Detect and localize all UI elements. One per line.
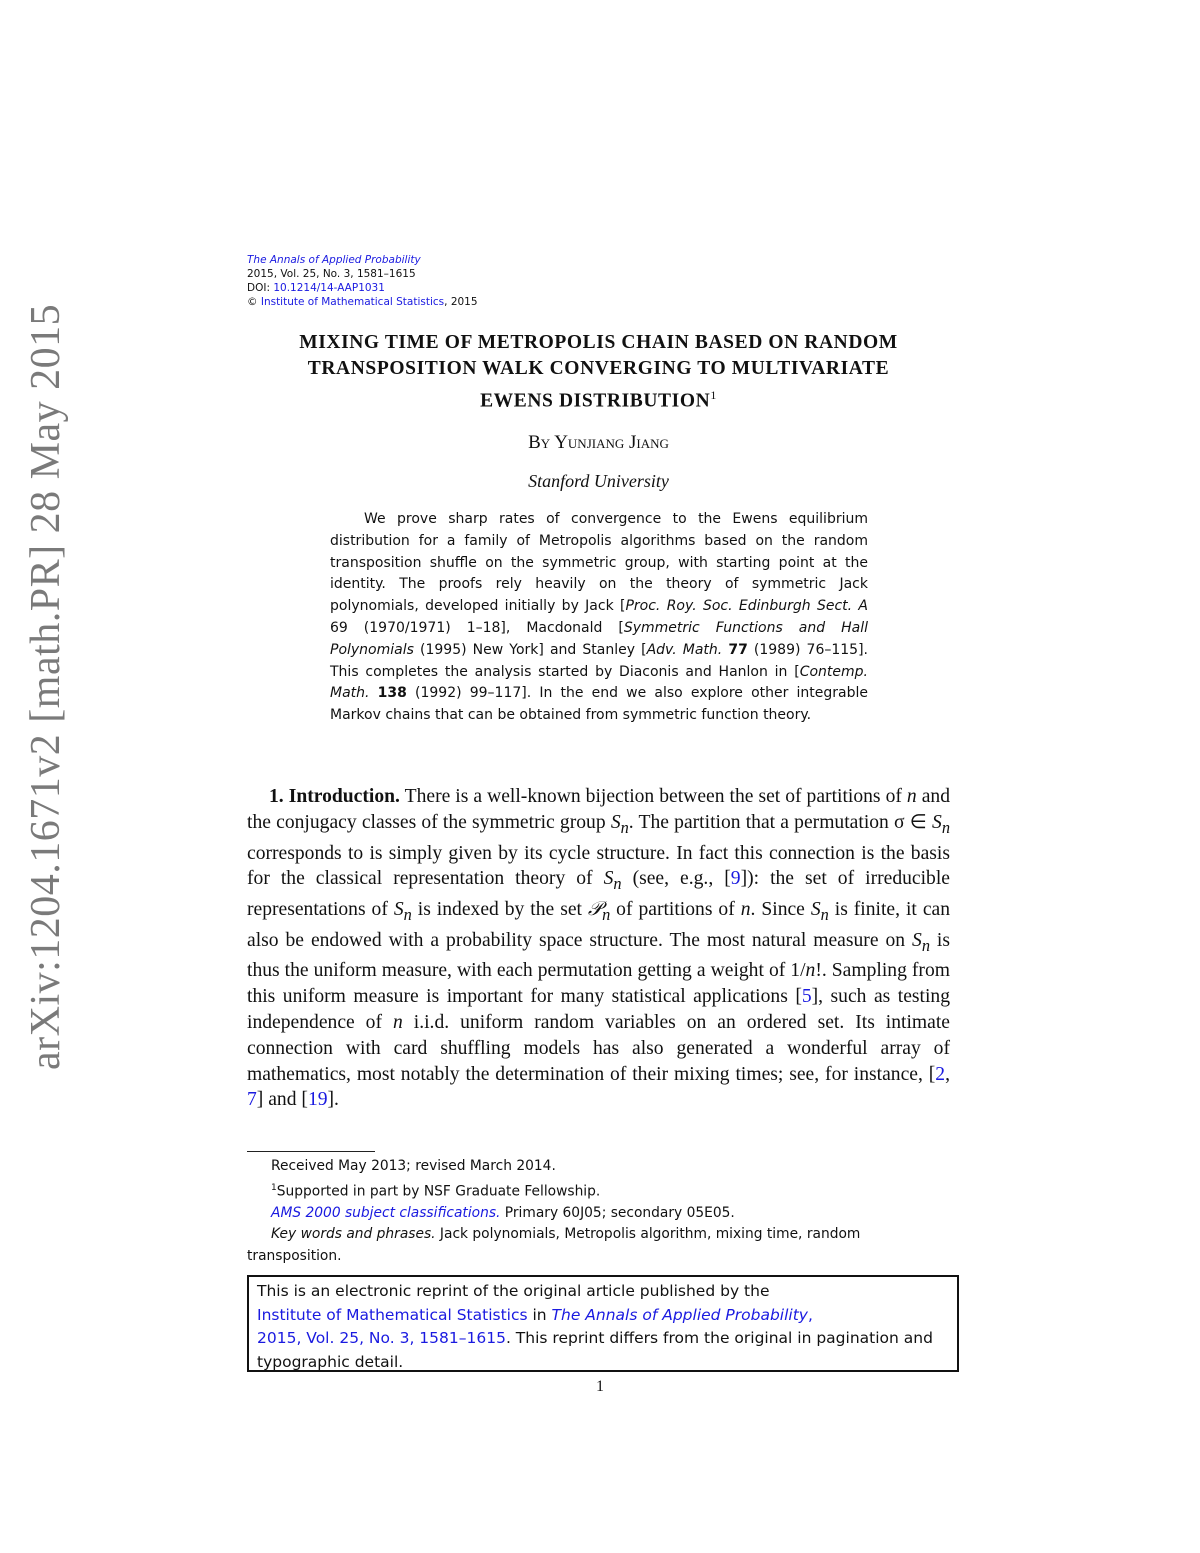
citation-link[interactable]: 2	[935, 1063, 946, 1085]
footnote-ams	[247, 1203, 950, 1225]
reprint-text: ,	[807, 1305, 813, 1324]
title-line-2: TRANSPOSITION WALK CONVERGING TO MULTIVARIATE	[307, 358, 890, 379]
footnote-mark: 1	[271, 1182, 277, 1193]
reprint-notice-box	[247, 1275, 959, 1372]
abstract-text: (1992) 99–117]. In the end we also explore other integrable Markov chains that can be obtained from symmetric function theory.	[330, 685, 868, 724]
intro-text: (see, e.g., [	[621, 868, 731, 890]
intro-text: There is a well-known bijection between the set of partitions of	[399, 786, 907, 807]
abstract-text: (1989) 76–115]. This completes the analysis started by Diaconis and Hanlon in [	[330, 641, 869, 680]
intro-paragraph	[247, 784, 950, 1113]
math-S: S	[603, 868, 614, 890]
abstract-ref-diaconis-vol: 138	[377, 685, 407, 702]
math-S: S	[393, 899, 404, 920]
intro-text: corresponds to is simply given by its cycle structure. In fact this connection is the basis for the classical representation theory of	[247, 842, 950, 890]
paper-title	[247, 330, 950, 415]
copyright-icon: ©	[247, 296, 258, 308]
journal-header	[247, 253, 478, 309]
reprint-volume-link[interactable]: 2015, Vol. 25, No. 3, 1581–1615	[257, 1329, 506, 1347]
abstract-ref-stanley: Adv. Math.	[646, 641, 723, 658]
math-S: S	[912, 929, 922, 951]
math-n: n	[906, 786, 917, 807]
title-footnote-mark: 1	[710, 388, 717, 402]
page-number: 1	[596, 1378, 604, 1395]
intro-text: ], such as testing independence of	[247, 986, 950, 1033]
title-line-1: MIXING TIME OF METROPOLIS CHAIN BASED ON RANDOM	[299, 332, 898, 353]
copyright-year: , 2015	[444, 296, 478, 308]
footnote-support-text: Supported in part by NSF Graduate Fellowship.	[276, 1183, 601, 1200]
journal-name[interactable]: The Annals of Applied Probability	[247, 254, 421, 266]
abstract-ref-diaconis: Contemp. Math.	[330, 663, 868, 702]
journal-volume: 2015, Vol. 25, No. 3, 1581–1615	[247, 268, 416, 280]
citation-link[interactable]: 9	[730, 868, 741, 890]
keywords-text: Jack polynomials, Metropolis algorithm, mixing time, random transposition.	[247, 1226, 861, 1264]
abstract-text	[369, 685, 377, 701]
doi-line	[247, 281, 478, 295]
intro-text: is thus the uniform measure, with each permutation getting a weight of 1/	[247, 929, 950, 982]
footnote-support	[247, 1178, 950, 1203]
citation-link[interactable]: 19	[307, 1089, 328, 1111]
author-affiliation: Stanford University	[528, 471, 669, 491]
math-n: n	[740, 899, 751, 920]
intro-text: i.i.d. uniform random variables on an ordered set. Its intimate connection with card shuffling models has also generated a wonderful array of mathematics, most notably the determination of their mixing times; see, for instance, [	[247, 1012, 950, 1085]
footnote-received: Received May 2013; revised March 2014.	[271, 1158, 556, 1174]
title-line-3-text: EWENS DISTRIBUTION	[480, 390, 711, 412]
author-name: By Yunjiang Jiang	[528, 432, 669, 453]
footnotes	[247, 1156, 950, 1267]
intro-text: . Since	[750, 899, 811, 920]
intro-text: . The partition that a permutation σ ∈	[628, 811, 933, 833]
abstract-ref-jack: Proc. Roy. Soc. Edinburgh Sect. A	[625, 598, 869, 615]
intro-text: ]): the set of irreducible representations of	[247, 868, 950, 920]
doi-link[interactable]: 10.1214/14-AAP1031	[273, 282, 385, 294]
intro-text: is indexed by the set	[411, 899, 588, 920]
reprint-text: This is an electronic reprint of the original article published by the	[257, 1282, 770, 1300]
intro-text: ,	[945, 1063, 950, 1085]
intro-text: !. Sampling from this uniform measure is important for many statistical applications [	[247, 960, 950, 1008]
math-sub-n: n	[921, 935, 930, 955]
math-n: n	[392, 1012, 403, 1033]
math-sub-n: n	[820, 904, 829, 924]
doi-label: DOI:	[247, 282, 274, 294]
abstract-text: 69 (1970/1971) 1–18], Macdonald [	[330, 619, 624, 636]
math-sub-n: n	[602, 904, 611, 924]
math-S: S	[610, 811, 621, 833]
abstract	[330, 509, 868, 727]
intro-text: ] and [	[256, 1089, 308, 1111]
abstract-ref-stanley-vol: 77	[728, 641, 748, 658]
citation-link[interactable]: 5	[801, 986, 812, 1008]
arxiv-sidebar-stamp: arXiv:1204.1671v2 [math.PR] 28 May 2015	[23, 303, 69, 1070]
publisher-link[interactable]: Institute of Mathematical Statistics	[260, 296, 445, 308]
abstract-paragraph	[330, 509, 868, 727]
intro-text: is finite, it can also be endowed with a probability space structure. The most natural measure on	[247, 899, 951, 951]
copyright-line	[247, 295, 478, 309]
abstract-text: (1995) New York] and Stanley [	[413, 641, 647, 658]
intro-text: ].	[327, 1089, 339, 1111]
math-n: n	[805, 960, 816, 982]
math-sub-n: n	[941, 817, 950, 837]
math-sub-n: n	[403, 904, 412, 924]
ams-codes: Primary 60J05; secondary 05E05.	[500, 1204, 735, 1221]
math-S: S	[810, 899, 821, 920]
abstract-text: We prove sharp rates of convergence to the Ewens equilibrium distribution for a family of Metropolis algorithms based on the random transposition shuffle on the symmetric group, with starting point at the identity. The proofs rely heavily on the theory of symmetric Jack polynomials, developed initially by Jack [	[330, 511, 868, 615]
math-sub-n: n	[613, 874, 622, 894]
reprint-text: . This reprint differs from the original in pagination and typographic detail.	[257, 1329, 933, 1371]
math-P: 𝒫	[587, 899, 603, 920]
footnote-keywords	[247, 1224, 950, 1267]
reprint-publisher-link[interactable]: Institute of Mathematical Statistics	[257, 1305, 528, 1324]
citation-link[interactable]: 7	[247, 1089, 257, 1111]
title-line-3	[247, 382, 950, 415]
reprint-journal-link[interactable]: The Annals of Applied Probability	[551, 1305, 808, 1324]
intro-text: and the conjugacy classes of the symmetric group	[247, 786, 950, 833]
keywords-label: Key words and phrases.	[271, 1226, 436, 1243]
math-S: S	[932, 811, 942, 833]
ams-classification-link[interactable]: AMS 2000 subject classifications.	[271, 1204, 501, 1221]
abstract-ref-macdonald: Symmetric Functions and Hall Polynomials	[330, 619, 868, 658]
reprint-text: in	[527, 1305, 552, 1324]
math-sub-n: n	[620, 817, 629, 837]
footnote-divider	[247, 1151, 375, 1152]
section-heading: 1. Introduction.	[269, 786, 400, 807]
introduction-section	[247, 784, 950, 1113]
intro-text: of partitions of	[610, 899, 741, 920]
